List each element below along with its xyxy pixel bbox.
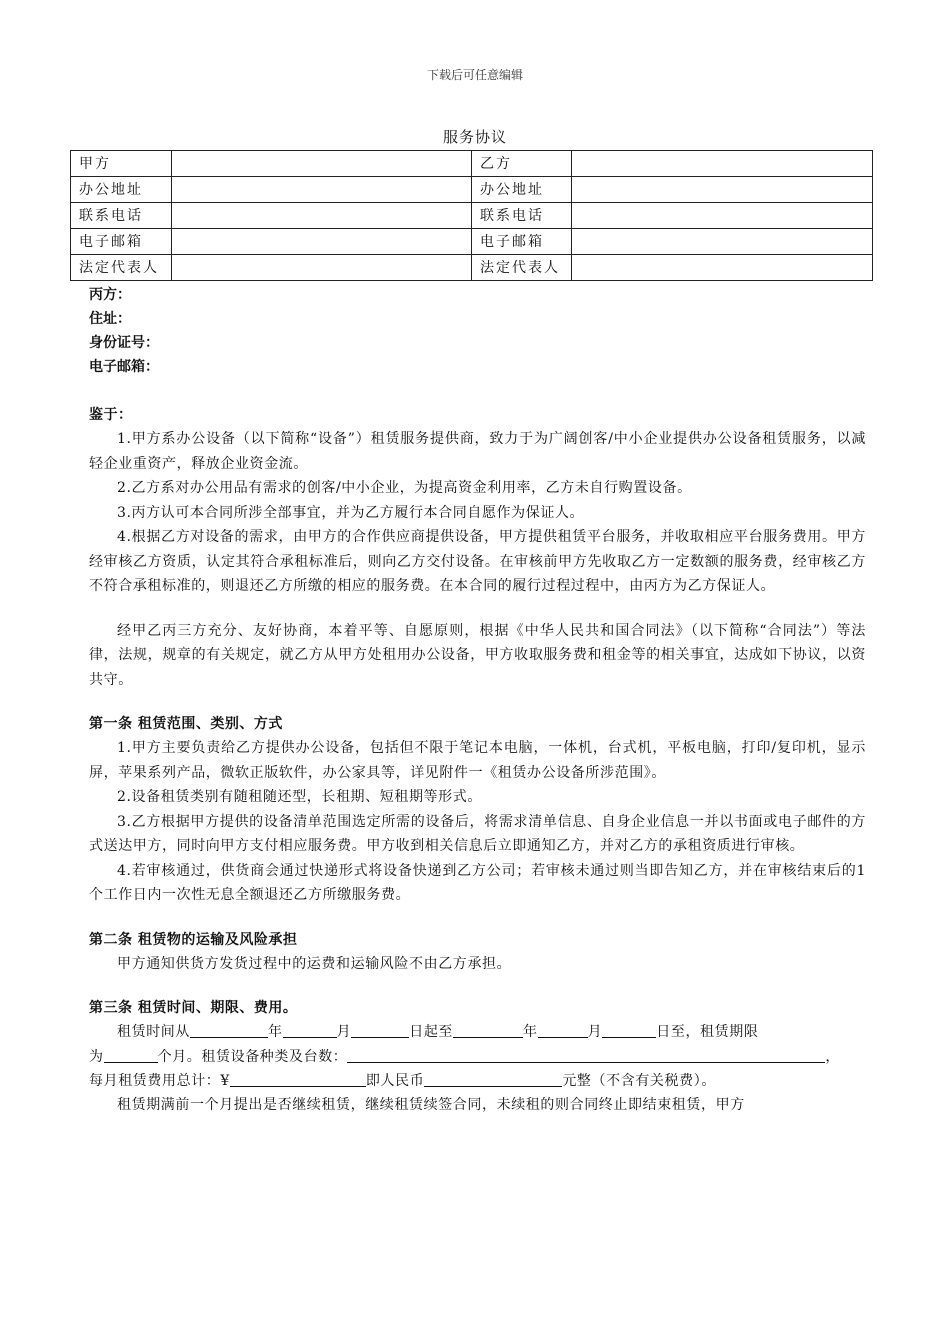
article-3-term <box>89 1045 866 1069</box>
equipment-type-blank[interactable] <box>347 1048 825 1063</box>
party-b-email-value <box>572 229 873 255</box>
whereas-item: 1.甲方系办公设备（以下简称“设备”）租赁服务提供商，致力于为广阔创客/中小企业提供办公设备租赁服务，以减轻企业重资产，释放企业资金流。 <box>89 431 866 472</box>
text-for: 为 <box>89 1048 104 1065</box>
header-note: 下载后可任意编辑 <box>426 68 523 82</box>
whereas-item: 3.丙方认可本合同所涉全部事宜，并为乙方履行本合同自愿作为保证人。 <box>117 504 585 521</box>
party-a-email-label: 电子邮箱 <box>71 229 172 255</box>
text-day-end: 日至，租赁期限 <box>656 1024 759 1040</box>
party-b-value <box>572 151 873 177</box>
text-yuan: 元整（不含有关税费）。 <box>562 1072 716 1089</box>
text-rmb: 即人民币 <box>365 1072 425 1089</box>
whereas-heading: 鉴于： <box>89 407 133 423</box>
whereas-item: 4.根据乙方对设备的需求，由甲方的合作供应商提供设备，甲方提供租赁平台服务，并收取相应平台服务费用。甲方经审核乙方资质，认定其符合承租标准后，则向乙方交付设备。在审核前甲方先收取乙方一定数额的服务费，经审核乙方不符合承租标准的，则退还乙方所缴的相应的服务费。在本合同的履行过程过程中，由丙方为乙方保证人。 <box>89 529 866 594</box>
start-year-blank[interactable] <box>190 1023 268 1038</box>
party-a-address-label: 办公地址 <box>71 177 172 203</box>
start-month-blank[interactable] <box>283 1023 337 1038</box>
text-months: 个月。租赁设备种类及台数： <box>157 1048 348 1065</box>
party-b-rep-label: 法定代表人 <box>471 255 572 281</box>
party-b-phone-label: 联系电话 <box>471 203 572 229</box>
preamble-paragraph: 经甲乙丙三方充分、友好协商，本着平等、自愿原则，根据《中华人民共和国合同法》（以下简称“合同法”）等法律，法规，规章的有关规定，就乙方从甲方处租用办公设备，甲方收取服务费和租金等的相关事宜，达成如下协议，以资共守。 <box>89 622 866 688</box>
party-a-rep-value <box>171 255 471 281</box>
article-3-heading: 第三条 租赁时间、期限、费用。 <box>89 1000 298 1016</box>
monthly-fee-blank[interactable] <box>230 1072 366 1087</box>
party-c-address-label: 住址： <box>89 311 131 327</box>
party-a-phone-value <box>171 203 471 229</box>
party-b-address-value <box>572 177 873 203</box>
article-1-item: 2.设备租赁类别有随租随还型，长租期、短租期等形式。 <box>117 789 482 805</box>
party-b-label: 乙方 <box>471 151 572 177</box>
article-1-item: 3.乙方根据甲方提供的设备清单范围选定所需的设备后，将需求清单信息、自身企业信息一并以书面或电子邮件的方式送达甲方，同时向甲方支付相应服务费。甲方收到相关信息后立即通知乙方，并对乙方的承租资质进行审核。 <box>89 813 866 854</box>
text-fee: 每月租赁费用总计：¥ <box>89 1072 230 1089</box>
term-months-blank[interactable] <box>104 1048 158 1063</box>
party-a-value <box>171 151 471 177</box>
party-c-label: 丙方： <box>89 287 131 303</box>
table-row <box>71 203 873 229</box>
parties-table <box>70 150 873 281</box>
party-b-phone-value <box>572 203 873 229</box>
article-3-renewal: 租赁期满前一个月提出是否继续租赁，继续租赁续签合同，未续租的则合同终止即结束租赁，甲方 <box>117 1096 745 1113</box>
whereas-item: 2.乙方系对办公用品有需求的创客/中小企业，为提高资金利用率，乙方未自行购置设备。 <box>117 480 692 496</box>
article-2-heading: 第二条 租赁物的运输及风险承担 <box>89 931 298 948</box>
end-year-blank[interactable] <box>453 1023 523 1038</box>
text-month: 月 <box>336 1024 352 1040</box>
party-a-email-value <box>171 229 471 255</box>
party-b-rep-value <box>572 255 873 281</box>
text-from: 租赁时间从 <box>117 1024 190 1040</box>
text-year-2: 年 <box>523 1024 538 1040</box>
table-row <box>71 255 873 281</box>
start-day-blank[interactable] <box>351 1023 409 1038</box>
table-row <box>71 151 873 177</box>
party-c-email-label: 电子邮箱： <box>89 359 159 375</box>
text-comma: ， <box>825 1048 841 1065</box>
party-b-email-label: 电子邮箱 <box>471 229 572 255</box>
fee-rmb-blank[interactable] <box>424 1072 562 1087</box>
table-row <box>71 177 873 203</box>
text-year: 年 <box>268 1024 283 1040</box>
page-title: 服务协议 <box>442 128 507 146</box>
table-row <box>71 229 873 255</box>
article-1-item: 4.若审核通过，供货商会通过快递形式将设备快递到乙方公司；若审核未通过则当即告知乙方，并在审核结束后的1个工作日内一次性无息全额退还乙方所缴服务费。 <box>89 862 866 903</box>
party-a-rep-label: 法定代表人 <box>71 255 172 281</box>
article-3-fee <box>89 1069 866 1093</box>
text-day-to: 日起至 <box>409 1024 454 1040</box>
end-day-blank[interactable] <box>602 1023 656 1038</box>
party-a-label: 甲方 <box>71 151 172 177</box>
party-b-address-label: 办公地址 <box>471 177 572 203</box>
party-a-address-value <box>171 177 471 203</box>
contract-body <box>89 283 866 1117</box>
article-1-heading: 第一条 租赁范围、类别、方式 <box>89 716 283 732</box>
party-c-id-label: 身份证号： <box>89 335 159 351</box>
article-3-period <box>89 1020 866 1045</box>
article-1-item: 1.甲方主要负责给乙方提供办公设备，包括但不限于笔记本电脑，一体机，台式机，平板电脑，打印/复印机，显示屏，苹果系列产品，微软正版软件，办公家具等，详见附件一《租赁办公设备所涉范围》。 <box>89 740 866 781</box>
party-a-phone-label: 联系电话 <box>71 203 172 229</box>
text-month-2: 月 <box>587 1024 603 1040</box>
article-2-text: 甲方通知供货方发货过程中的运费和运输风险不由乙方承担。 <box>117 955 512 972</box>
end-month-blank[interactable] <box>538 1023 588 1038</box>
